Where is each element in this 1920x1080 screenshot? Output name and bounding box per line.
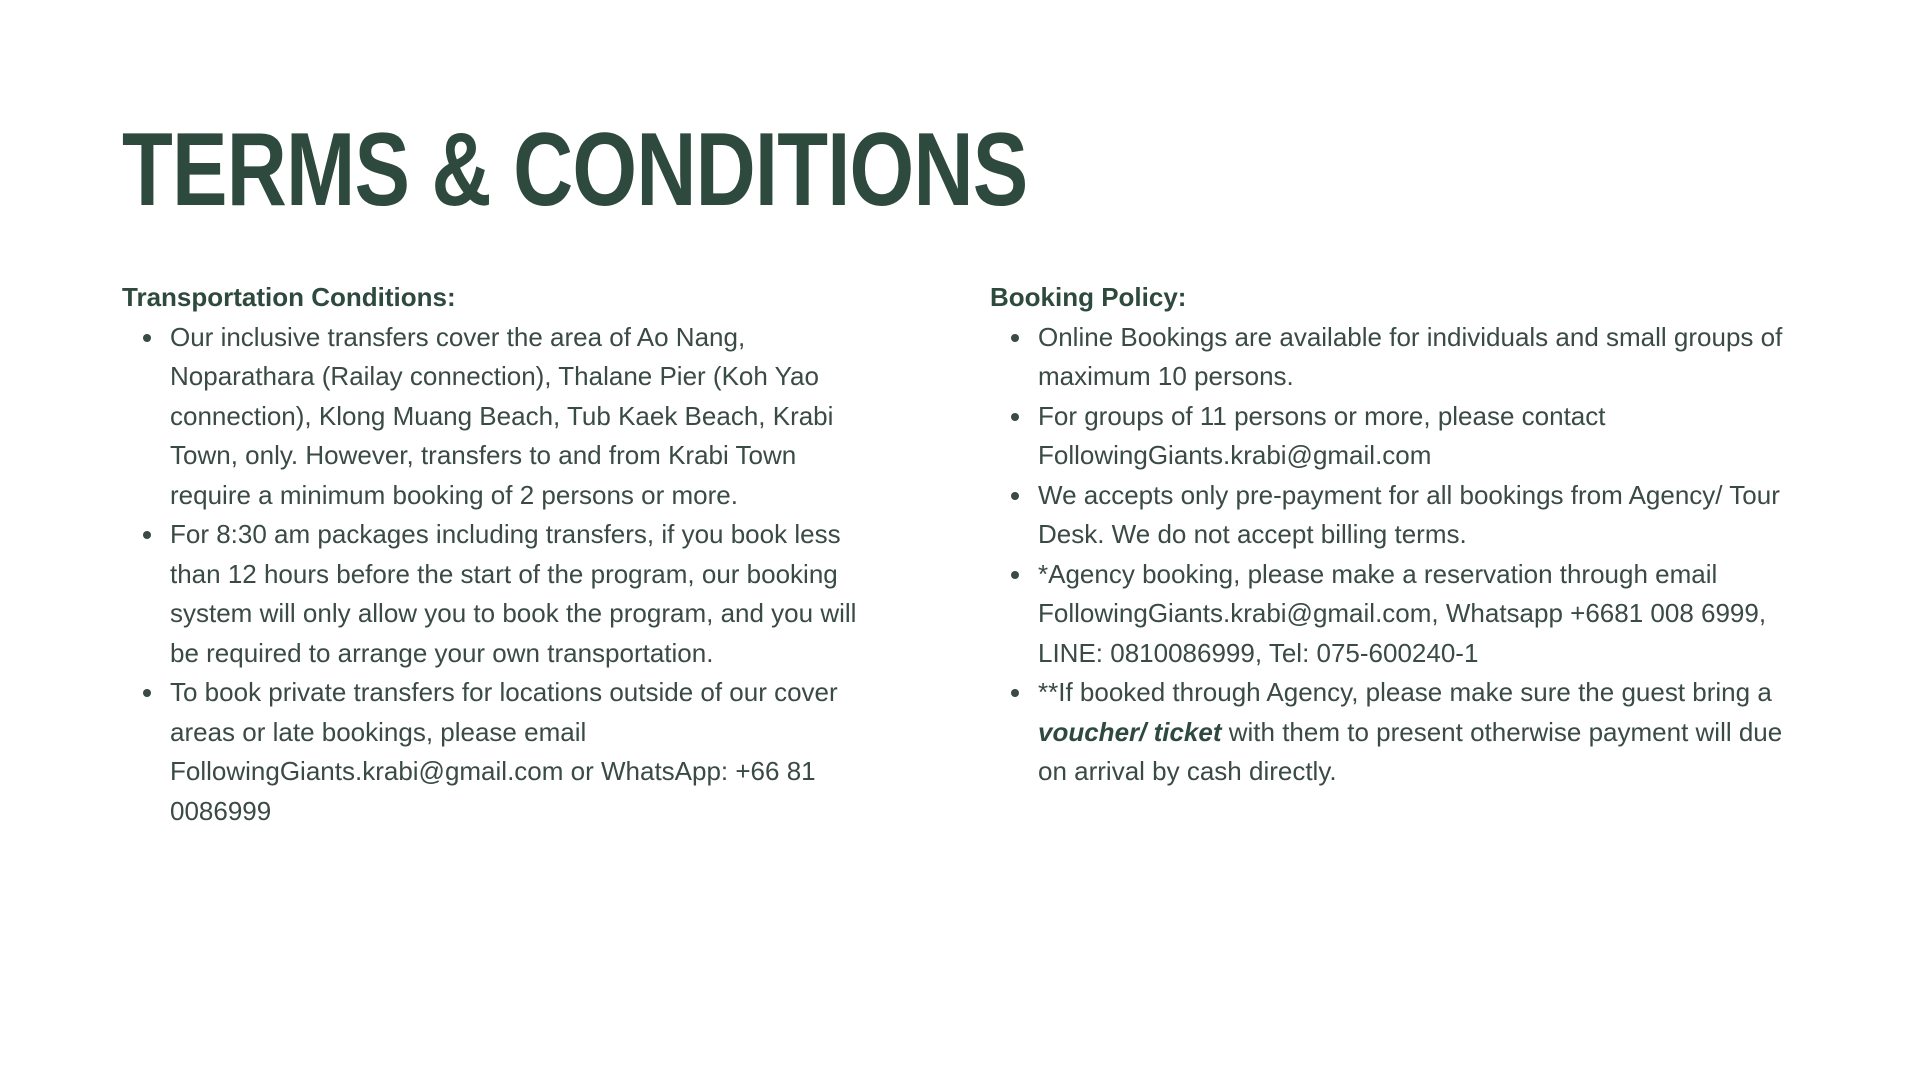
transportation-conditions-list (122, 318, 872, 832)
booking-policy-section (990, 278, 1790, 792)
list-item: For 8:30 am packages including transfers, if you book less than 12 hours before the start of the program, our booking system will only allow you to book the program, and you will be required to arrange your own transportation. (170, 515, 872, 673)
list-item: Online Bookings are available for individuals and small groups of maximum 10 persons. (1038, 318, 1790, 397)
list-item: To book private transfers for locations outside of our cover areas or late bookings, please email FollowingGiants.krabi@gmail.com or WhatsApp: +66 81 0086999 (170, 673, 872, 831)
guest-voucher-text-after: with them to present otherwise payment will due on arrival by cash directly. (1038, 716, 1783, 786)
list-item: We accepts only pre-payment for all bookings from Agency/ Tour Desk. We do not accept billing terms. (1038, 476, 1790, 555)
voucher-ticket-emphasis: voucher/ ticket (1038, 716, 1222, 747)
booking-policy-list (990, 318, 1790, 792)
list-item (1038, 673, 1790, 792)
list-item: Our inclusive transfers cover the area of Ao Nang, Noparathara (Railay connection), Thalane Pier (Koh Yao connection), Klong Muang Beach, Tub Kaek Beach, Krabi Town, only. However, transfers to and from Krabi Town require a minimum booking of 2 persons or more. (170, 318, 872, 516)
list-item: *Agency booking, please make a reservation through email FollowingGiants.krabi@gmail.com, Whatsapp +6681 008 6999, LINE: 0810086999, Tel: 075-600240-1 (1038, 555, 1790, 674)
transportation-conditions-heading: Transportation Conditions: (122, 282, 456, 312)
page-title: TERMS & CONDITIONS (122, 112, 1028, 228)
list-item: For groups of 11 persons or more, please contact FollowingGiants.krabi@gmail.com (1038, 397, 1790, 476)
booking-policy-heading: Booking Policy: (990, 282, 1187, 312)
guest-voucher-text-before: **If booked through Agency, please make sure the guest bring a (1038, 677, 1772, 707)
transportation-conditions-section (122, 278, 872, 831)
